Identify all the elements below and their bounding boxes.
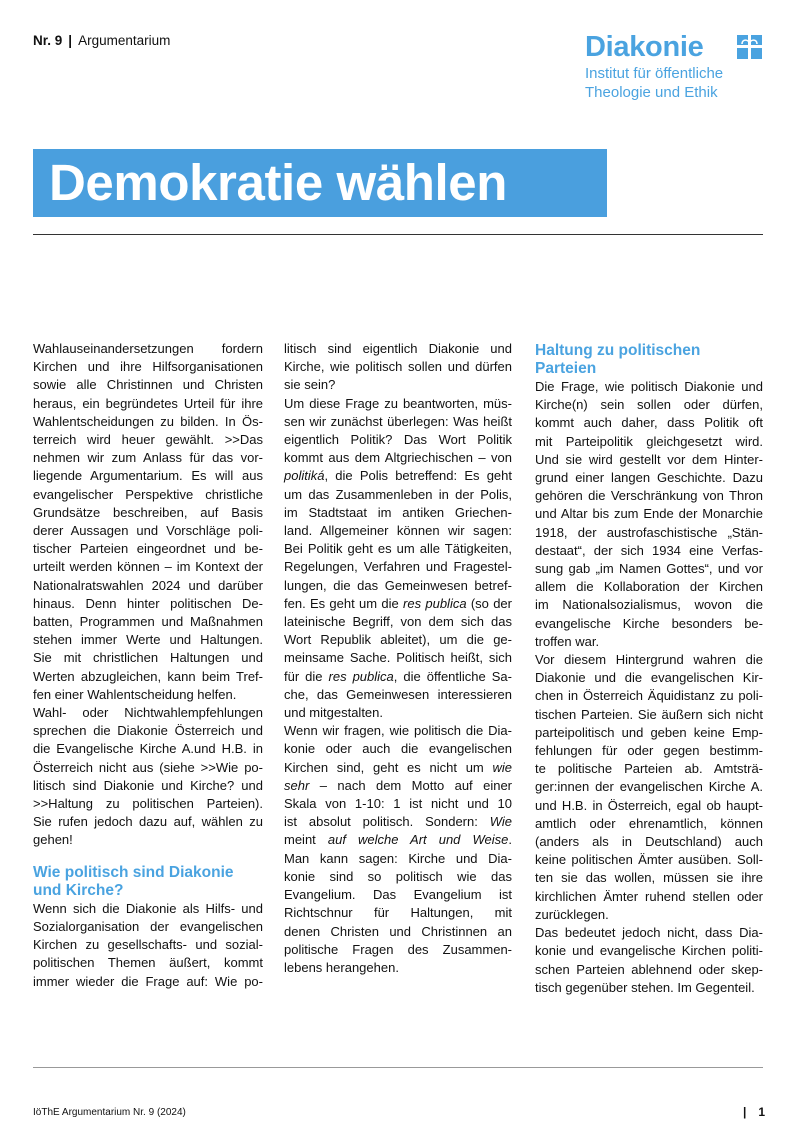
text-line: Regelungen, Verfahren und Fragestel- [284, 559, 512, 575]
text-line: fehlungen für oder gegen bestimm- [535, 743, 763, 759]
text-line: kirchlichen Ämter ruhend stellen oder [535, 888, 763, 904]
text-line: destaat“, der sich 1934 eine Verfas- [535, 542, 763, 558]
series-name: Argumentarium [78, 33, 171, 48]
text-line: 1918, der austrofaschistische „Stän- [535, 524, 763, 540]
aequidistanz-paragraph [535, 651, 763, 924]
text-line: ten sie das wollen, müssen sie ihre [535, 870, 763, 886]
text-fragment: ist absolut politisch. Sondern: [284, 814, 490, 830]
text-line: Kirche(n) sein sollen oder dürfen, [535, 397, 763, 413]
text-line: evangelischer Perspektive christliche [33, 486, 263, 502]
text-line [284, 467, 512, 485]
conclusion-paragraph [535, 924, 763, 997]
section-heading-parteien: Haltung zu politischen Parteien [535, 342, 701, 377]
text-line: Sozialorganisation der evangelischen [33, 918, 263, 934]
text-line: Und sie wird gestellt vor dem Hinter- [535, 451, 763, 467]
text-fragment: . [508, 832, 512, 848]
issue-number: Nr. 9 [33, 33, 63, 48]
text-line: lebens herangehen. [284, 959, 399, 975]
text-fragment: – nach dem Motto auf einer [309, 777, 512, 793]
text-line: und Altar bis zum Ende der Monarchie [535, 506, 763, 522]
column-3 [535, 340, 763, 997]
emphasis-text: politiká [284, 468, 325, 484]
text-line: sung gab „im Namen Gottes“, und vor [535, 561, 763, 577]
text-line: heraus, ein begründetes Urteil für ihre [33, 395, 263, 411]
text-line: politischen Themen äußert, kommt [33, 955, 263, 971]
text-line: tischer Parteien eingeordnet und be- [33, 541, 263, 557]
emphasis-text: res publica [328, 668, 394, 684]
text-line: hinaus. Denn hinter politischen De- [33, 595, 263, 611]
text-line: gehen! [33, 832, 73, 848]
text-line: Wahlentscheidungen zu bilden. In Ös- [33, 413, 263, 429]
text-line: parteipolitisch und geben keine Emp- [535, 724, 763, 740]
text-line: che, das Gemeinwesen interessieren [284, 686, 512, 702]
text-line: batten, Programmen und Maßnahmen [33, 614, 263, 630]
footer-publication: IöThE Argumentarium Nr. 9 (2024) [33, 1107, 186, 1118]
text-line: evangelische Kirche besonders be- [535, 615, 763, 631]
text-line: Kirchen zu gesellschafts- und sozial- [33, 937, 263, 953]
text-line: land. Allgemeiner können wir sagen: [284, 523, 512, 539]
text-fragment: , die öffentliche Sa- [393, 668, 512, 684]
text-line: konie oder auch die evangelischen [284, 741, 512, 757]
text-line: >>Haltung zu politischen Parteien). [33, 796, 263, 812]
text-line: die Evangelische Kirche A.und H.B. in [33, 741, 263, 757]
emphasis-text: sehr [284, 777, 310, 793]
text-line: gehören die Verschränkung von Thron [535, 488, 763, 504]
footer-separator: | [743, 1105, 747, 1119]
text-line: sen wir zunächst überlegen: Was heißt [284, 413, 512, 429]
text-line: immer wieder die Frage auf: Wie po- [33, 973, 263, 989]
text-line: Sie mit christlichen Haltungen und [33, 650, 263, 666]
text-line: derer Aussagen und Vorschläge poli- [33, 523, 263, 539]
text-line: schen Parteien ablehnend oder skep- [535, 961, 763, 977]
text-line: lateinische Begriff, von dem sich das [284, 614, 512, 630]
text-line: Kirche, wie politisch sollen und dürfen [284, 359, 512, 375]
text-line: te politische Parteien ab. Amtsträ- [535, 761, 763, 777]
text-line: Vor diesem Hintergrund wahren die [535, 652, 763, 668]
text-line: und H.B. in Österreich, egal ob haupt- [535, 797, 763, 813]
text-line: Sie rufen jedoch dazu auf, wählen zu [33, 814, 263, 830]
emphasis-text: Wie [489, 814, 512, 830]
emphasis-text: auf welche Art und Weise [327, 832, 509, 848]
text-line: politische Fragen des Zusammen- [284, 941, 512, 957]
text-line: konie und evangelische Kirchen politi- [535, 943, 763, 959]
text-line: sowie alle Christinnen und Christen [33, 377, 263, 393]
text-line: im Stadtstaat im antiken Griechen- [284, 504, 512, 520]
text-line: eigentlich Politik? Das Wort Politik [284, 432, 512, 448]
text-line: Das bedeutet jedoch nicht, dass Dia- [535, 925, 763, 941]
text-line: Evangelium. Das Evangelium ist [284, 887, 512, 903]
text-line: konie sind so politisch wie das [284, 868, 512, 884]
text-fragment: meint [284, 832, 328, 848]
history-paragraph [535, 378, 763, 651]
text-line: nehmen wir zum Anlass für das vor- [33, 450, 263, 466]
page-number: 1 [758, 1105, 766, 1119]
text-line [284, 777, 512, 795]
recommendation-paragraph [33, 704, 263, 850]
section-paragraph [33, 900, 263, 991]
text-line: lungen, die das Gemeinwesen betref- [284, 577, 512, 593]
text-line: keine politischen Ämter ausüben. Soll- [535, 852, 763, 868]
text-line: sie sein? [284, 377, 336, 393]
text-line: meinsame Sache. Politisch heißt, sich [284, 650, 512, 666]
text-line: troffen war. [535, 633, 600, 649]
text-line: allem die Kollaboration der Kirchen [535, 579, 763, 595]
column-2 [284, 340, 512, 977]
section-heading-politisch: Wie politisch sind Diakonie und Kirche? [33, 863, 234, 899]
text-line: stehen immer Werte und Haltungen. [33, 632, 263, 648]
text-line: Grundsätze beschreiben, auf Basis [33, 504, 263, 520]
text-line: Um diese Frage zu beantworten, müs- [284, 395, 512, 411]
text-line: Man kann sagen: Kirche und Dia- [284, 850, 512, 866]
text-line: Wahl- oder Nichtwahlempfehlungen [33, 705, 263, 721]
text-line: litisch sind Diakonie und Kirche? und [33, 777, 263, 793]
text-line: urteilt werden können – im Kontext der [33, 559, 263, 575]
text-line: litisch sind eigentlich Diakonie und [284, 341, 512, 356]
text-line [284, 668, 512, 686]
text-line: Wenn wir fragen, wie politisch die Dia- [284, 723, 512, 739]
text-line: Wahlauseinandersetzungen fordern [33, 341, 263, 356]
emphasis-text: res publica [403, 595, 467, 611]
title-banner [33, 149, 607, 217]
logo-subtitle-line2: Theologie und Ethik [585, 84, 718, 101]
text-line: im Nationalsozialismus, wovon die [535, 597, 763, 613]
text-line: Skala von 1-10: 1 ist nicht und 10 [284, 796, 512, 812]
text-fragment: Kirchen sind, geht es nicht um [284, 759, 493, 775]
text-line [284, 759, 512, 777]
logo-subtitle-line1: Institut für öffentliche [585, 65, 724, 82]
logo-wordmark: Diakonie [585, 31, 704, 63]
text-line: fen einer Wahlentscheidung helfen. [33, 686, 237, 702]
intro-paragraph [33, 340, 263, 704]
text-line: mit Parteipolitik gleichgesetzt wird. [535, 433, 763, 449]
text-line: Österreich nicht aus (siehe >>Wie po- [33, 759, 263, 775]
evangelium-paragraph [284, 722, 512, 977]
text-line: Bei Politik geht es um alle Tätigkeiten, [284, 541, 512, 557]
text-line: kommt aus dem Altgriechischen – von [284, 450, 512, 466]
text-line: amtlich oder ehrenamtlich, können [535, 815, 763, 831]
politik-definition-paragraph [284, 395, 512, 723]
text-line: um das Zusammenleben in der Polis, [284, 486, 512, 502]
page-title: Demokratie wählen [49, 154, 508, 211]
emphasis-text: wie [492, 759, 512, 775]
text-line: Richtschnur für Haltungen, mit [284, 905, 512, 921]
diakonie-logo [585, 30, 775, 102]
text-line: ger:innen der evangelischen Kirche A. [535, 779, 763, 795]
text-line [284, 813, 512, 831]
text-fragment: fen. Es geht um die [284, 595, 404, 611]
text-line: Kirchen und ihre Hilfsorganisationen [33, 359, 263, 375]
header-separator: | [68, 33, 73, 48]
continuation-paragraph [284, 340, 512, 395]
text-line: liegende Argumentarium. Es will aus [33, 468, 263, 484]
text-line: Wort Republik ableitet), um die ge- [284, 632, 512, 648]
text-line: kommt auch daher, dass Politik oft [535, 415, 763, 431]
text-line: (anders als in Deutschland) auch [535, 834, 763, 850]
text-line: denen Christen und Christinnen an [284, 923, 512, 939]
text-line: Wenn sich die Diakonie als Hilfs- und [33, 900, 263, 916]
text-fragment: für die [284, 668, 329, 684]
footer-page [743, 1105, 765, 1119]
text-line: Nationalratswahlen 2024 und darüber [33, 577, 263, 593]
text-fragment: , die Polis betreffend: Es geht [324, 468, 512, 484]
text-line: zurücklegen. [535, 906, 609, 922]
text-line: Werten abzugleichen, kann beim Tref- [33, 668, 263, 684]
text-line: tischen Parteien. Sie äußern sich nicht [535, 706, 763, 722]
text-line [284, 595, 512, 613]
text-line: Diakonie und die evangelischen Kir- [535, 670, 763, 686]
column-1 [33, 340, 263, 991]
top-divider [33, 234, 763, 235]
issue-header [33, 33, 170, 48]
text-line: sprechen die Diakonie Österreich und [33, 723, 263, 739]
diakonie-cross-icon [737, 35, 762, 59]
text-line: Die Frage, wie politisch Diakonie und [535, 379, 763, 394]
text-line [284, 831, 512, 849]
text-fragment: (so der [466, 595, 512, 611]
text-line: grund einer langen Geschichte. Dazu [535, 470, 763, 486]
bottom-divider [33, 1067, 763, 1068]
text-line: terreich wird heuer gewählt. >>Das [33, 432, 263, 448]
text-line: tisch gegenüber stehen. Im Gegenteil. [535, 979, 755, 995]
text-line: chen in Österreich Äquidistanz zu poli- [535, 688, 763, 704]
text-line: und mitgestalten. [284, 705, 384, 721]
